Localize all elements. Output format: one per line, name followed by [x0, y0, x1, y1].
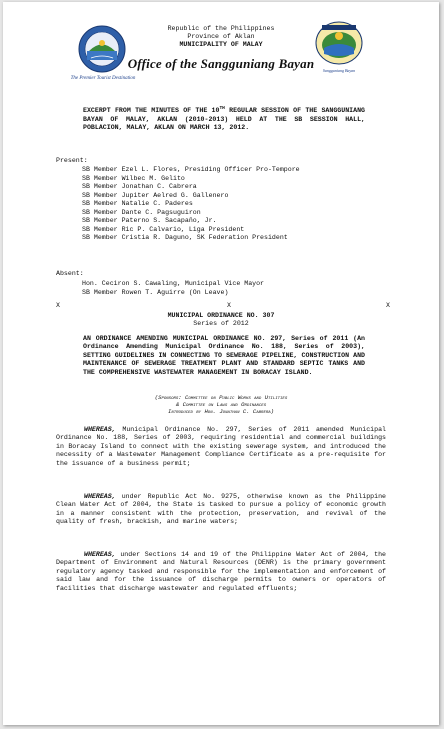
- absent-list: [82, 280, 382, 297]
- absent-label: Absent:: [56, 270, 84, 277]
- header-republic: Republic of the Philippines: [167, 25, 275, 32]
- present-list: [82, 166, 382, 243]
- sponsors-line: & Committee on Laws and Ordinances: [175, 401, 267, 408]
- ordinance-title: MUNICIPAL ORDINANCE NO. 307: [167, 312, 275, 319]
- list-item: SB Member Ezel L. Flores, Presiding Officer Pro-Tempore: [82, 166, 300, 173]
- list-item: SB Member Dante C. Pagsuguiron: [82, 208, 201, 216]
- separator-mark: X: [56, 302, 60, 309]
- whereas-clause: WHEREAS, Municipal Ordinance No. 297, Series of 2011 amended Municipal Ordinance No. 188, Series of 2003, requiring residential and commercial buildings in Boracay Island to connect with the existing sewerage system, and introduced the necessity of a Wastewater Management Compliance Certificate as a pre-requisite for the issuance of a business permit;: [56, 426, 386, 467]
- separator-mark: X: [386, 302, 390, 309]
- seal-left-caption: The Premier Tourist Destination: [70, 76, 136, 81]
- office-title: Office of the Sangguniang Bayan: [127, 56, 315, 71]
- header-province: Province of Aklan: [187, 33, 255, 40]
- present-label: Present:: [56, 157, 88, 164]
- sponsors-line: Introduced by Hon. Jonathan C. Cabrera): [167, 408, 275, 415]
- separator-mark: X: [227, 302, 231, 309]
- list-item: SB Member Rowen T. Aguirre (On Leave): [82, 288, 229, 296]
- list-item: SB Member Ric P. Calvario, Liga President: [82, 225, 245, 233]
- list-item: SB Member Jonathan C. Cabrera: [82, 183, 197, 190]
- seal-right-caption: Sangguniang Bayan: [322, 68, 356, 73]
- list-item: SB Member Cristia R. Daguno, SK Federation President: [82, 234, 288, 241]
- whereas-clause: WHEREAS, under Sections 14 and 19 of the Philippine Water Act of 2004, the Department of Environment and Natural Resources (DENR) is the primary government regulatory agency tasked and responsible for the implementation and enforcement of said law and for the issuance of discharge permits to owners or operators of facilities that discharge wastewater and regulated effluents;: [56, 551, 386, 592]
- list-item: SB Member Jupiter Aelred G. Gallenero: [82, 191, 229, 199]
- ordinance-series: Series of 2012: [193, 320, 249, 327]
- excerpt-paragraph: EXCERPT FROM THE MINUTES OF THE 10TH REGULAR SESSION OF THE SANGGUNIANG BAYAN OF MALAY, AKLAN (2010-2013) HELD AT THE SB SESSION HALL, POBLACION, MALAY, AKLAN ON MARCH 13, 2012.: [83, 106, 365, 131]
- whereas-clause: WHEREAS, under Republic Act No. 9275, otherwise known as the Philippine Clean Water Act of 2004, the State is tasked to pursue a policy of economic growth in a manner consistent with the protection, preservation, and revival of the quality of fresh, brackish, and marine waters;: [56, 493, 386, 526]
- list-item: Hon. Ceciron S. Cawaling, Municipal Vice Mayor: [82, 280, 265, 287]
- ordinance-caption: AN ORDINANCE AMENDING MUNICIPAL ORDINANCE NO. 297, Series of 2011 (An Ordinance Amending Municipal Ordinance No. 188, Series of 2003), SETTING GUIDELINES IN CONNECTING TO SEWERAGE PIPELINE, CONSTRUCTION AND MAINTENANCE OF SEWERAGE TREATMENT PLANT AND STANDARD SEPTIC TANKS AND THE COMPREHENSIVE WASTEWATER MANAGEMENT IN BORACAY ISLAND.: [83, 335, 365, 376]
- header-municipality: MUNICIPALITY OF MALAY: [179, 41, 263, 48]
- sponsors-line: (Sponsors: Committee on Public Works and Utilities: [154, 394, 288, 401]
- document-page: [3, 2, 439, 725]
- list-item: SB Member Paterno S. Sacapaño, Jr.: [82, 217, 217, 224]
- list-item: SB Member Wilbec M. Gelito: [82, 174, 185, 182]
- list-item: SB Member Natalie C. Paderes: [82, 200, 193, 207]
